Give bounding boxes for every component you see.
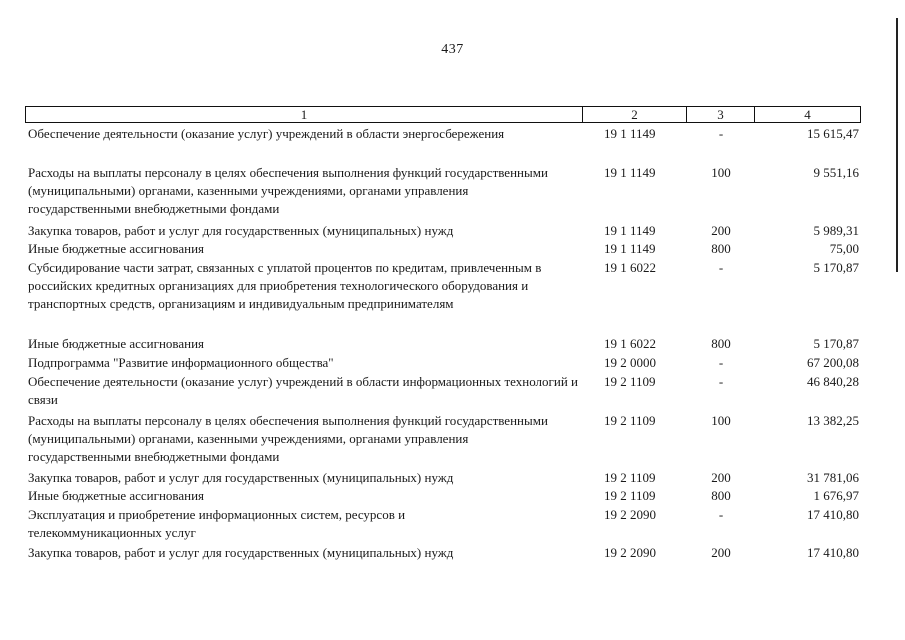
row-code: 19 2 0000 [604,355,656,370]
row-name: Подпрограмма "Развитие информационного общества" [28,355,334,370]
row-type: 800 [711,488,731,503]
table-header [25,106,861,123]
row-name: Закупка товаров, работ и услуг для государственных (муниципальных) нужд [28,223,454,238]
row-code: 19 1 6022 [604,336,656,351]
row-amount: 15 615,47 [807,126,859,141]
row-code: 19 1 6022 [604,260,656,275]
row-amount: 75,00 [829,241,859,256]
row-name: Закупка товаров, работ и услуг для государственных (муниципальных) нужд [28,470,454,485]
row-code: 19 2 1109 [604,413,656,428]
row-code: 19 1 1149 [604,223,656,238]
row-name: Расходы на выплаты персоналу в целях обеспечения выполнения функций государственными (муниципальными) органами, казенными учреждениями, органами управления государственными внебюджетными фондами [28,413,548,464]
row-name: Расходы на выплаты персоналу в целях обеспечения выполнения функций государственными (муниципальными) органами, казенными учреждениями, органами управления государственными внебюджетными фондами [28,165,548,216]
row-name: Иные бюджетные ассигнования [28,241,205,256]
header-col-2: 2 [583,107,687,122]
row-code: 19 2 2090 [604,545,656,560]
row-name: Иные бюджетные ассигнования [28,488,205,503]
row-amount: 5 170,87 [813,260,859,275]
row-code: 19 2 2090 [604,507,656,522]
row-code: 19 1 1149 [604,126,656,141]
row-amount: 46 840,28 [807,374,859,389]
row-amount: 17 410,80 [807,545,859,560]
row-type: 200 [711,223,731,238]
row-code: 19 1 1149 [604,165,656,180]
margin-rule [896,18,898,272]
row-amount: 17 410,80 [807,507,859,522]
row-name: Обеспечение деятельности (оказание услуг) учреждений в области энергосбережения [28,126,505,141]
row-name: Закупка товаров, работ и услуг для государственных (муниципальных) нужд [28,545,454,560]
row-amount: 5 170,87 [813,336,859,351]
header-col-1: 1 [26,107,583,122]
header-col-4: 4 [804,107,811,122]
row-type: - [718,355,724,370]
row-type: 200 [711,470,731,485]
row-name: Иные бюджетные ассигнования [28,336,205,351]
row-type: - [718,260,724,275]
row-type: 800 [711,241,731,256]
row-type: - [718,374,724,389]
row-type: 100 [711,165,731,180]
row-amount: 1 676,97 [813,488,859,503]
row-name: Субсидирование части затрат, связанных с уплатой процентов по кредитам, привлеченным в российских кредитных организациях для приобретения технологического оборудования и транспортных средств, организациям и индивидуальным предпринимателям [28,260,542,311]
row-type: - [718,507,724,522]
row-amount: 5 989,31 [813,223,859,238]
row-amount: 9 551,16 [813,165,859,180]
row-type: - [718,126,724,141]
row-code: 19 2 1109 [604,374,656,389]
row-type: 200 [711,545,731,560]
header-col-3: 3 [687,107,755,122]
row-name: Обеспечение деятельности (оказание услуг) учреждений в области информационных технологий и связи [28,374,578,407]
row-code: 19 2 1109 [604,470,656,485]
row-code: 19 1 1149 [604,241,656,256]
row-amount: 67 200,08 [807,355,859,370]
row-name: Эксплуатация и приобретение информационных систем, ресурсов и телекоммуникационных услуг [28,507,406,540]
page-number: 437 [441,42,464,57]
row-amount: 31 781,06 [807,470,859,485]
row-type: 100 [711,413,731,428]
row-type: 800 [711,336,731,351]
row-code: 19 2 1109 [604,488,656,503]
row-amount: 13 382,25 [807,413,859,428]
